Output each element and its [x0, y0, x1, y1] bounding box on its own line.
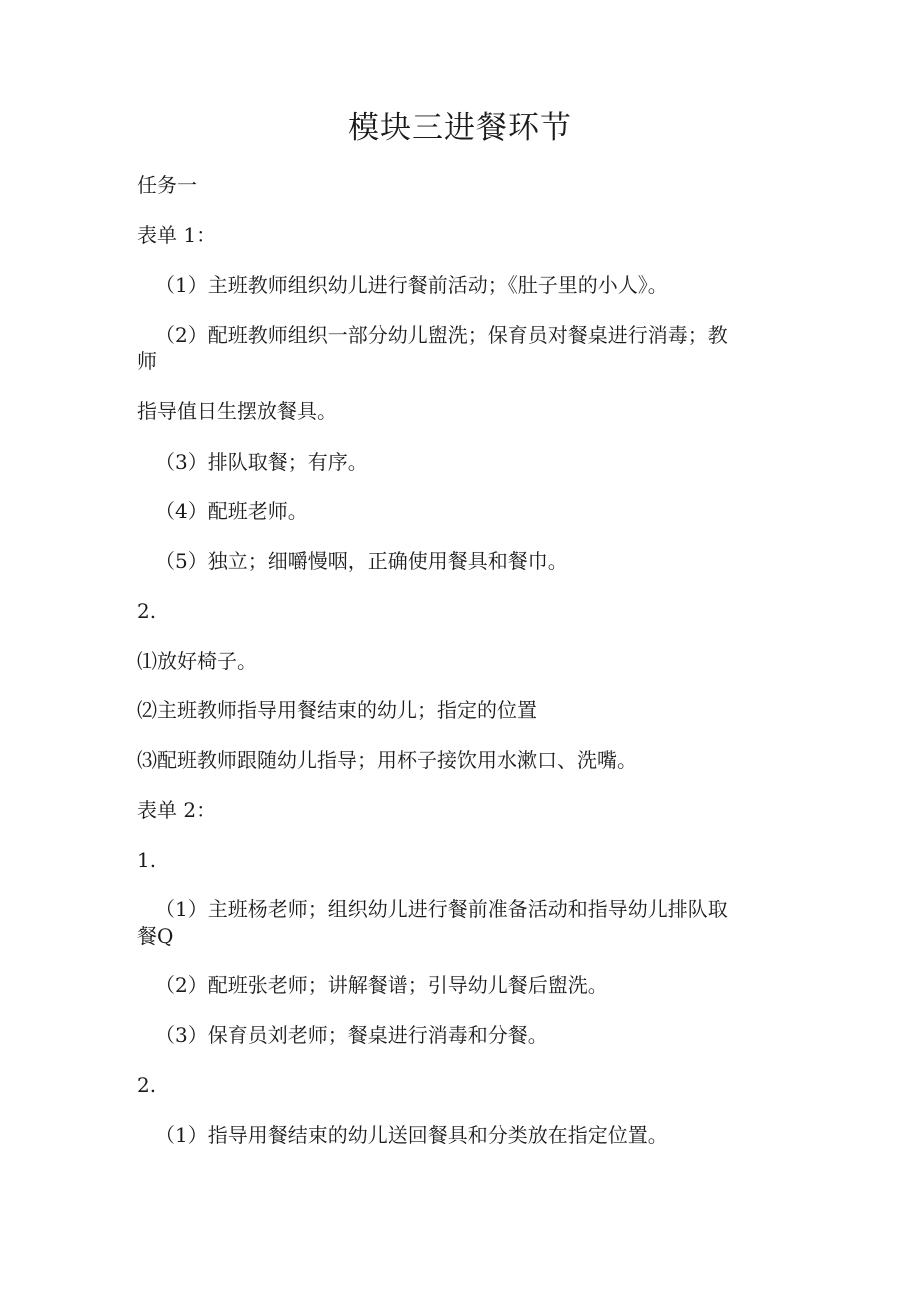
paragraph: （1）指导用餐结束的幼儿送回餐具和分类放在指定位置。	[155, 1123, 668, 1147]
page-title: 模块三进餐环节	[348, 110, 572, 146]
form-2-heading: 表单 2：	[137, 798, 217, 822]
paragraph-continuation: 师	[137, 349, 157, 373]
paragraph: 指导值日生摆放餐具。	[137, 399, 337, 423]
paragraph: （3）排队取餐；有序。	[155, 450, 368, 474]
paragraph: （1）主班杨老师；组织幼儿进行餐前准备活动和指导幼儿排队取	[155, 897, 728, 921]
paragraph: （1）主班教师组织幼儿进行餐前活动；《肚子里的小人》。	[155, 273, 668, 297]
paragraph: ⑴放好椅子。	[137, 649, 257, 673]
form-1-heading: 表单 1：	[137, 223, 217, 247]
section-number: 1.	[137, 848, 157, 872]
paragraph: （2）配班张老师；讲解餐谱；引导幼儿餐后盥洗。	[155, 973, 608, 997]
section-number: 2.	[137, 1073, 157, 1097]
paragraph: （4）配班老师。	[155, 499, 308, 523]
paragraph: （3）保育员刘老师；餐桌进行消毒和分餐。	[155, 1023, 548, 1047]
paragraph: （5）独立；细嚼慢咽，正确使用餐具和餐巾。	[155, 549, 568, 573]
task-heading: 任务一	[137, 173, 197, 197]
paragraph-continuation: 餐Q	[137, 924, 174, 948]
paragraph: ⑶配班教师跟随幼儿指导；用杯子接饮用水漱口、洗嘴。	[137, 748, 637, 772]
section-number: 2.	[137, 599, 157, 623]
paragraph: ⑵主班教师指导用餐结束的幼儿；指定的位置	[137, 698, 537, 722]
paragraph: （2）配班教师组织一部分幼儿盥洗；保育员对餐桌进行消毒；教	[155, 323, 728, 347]
